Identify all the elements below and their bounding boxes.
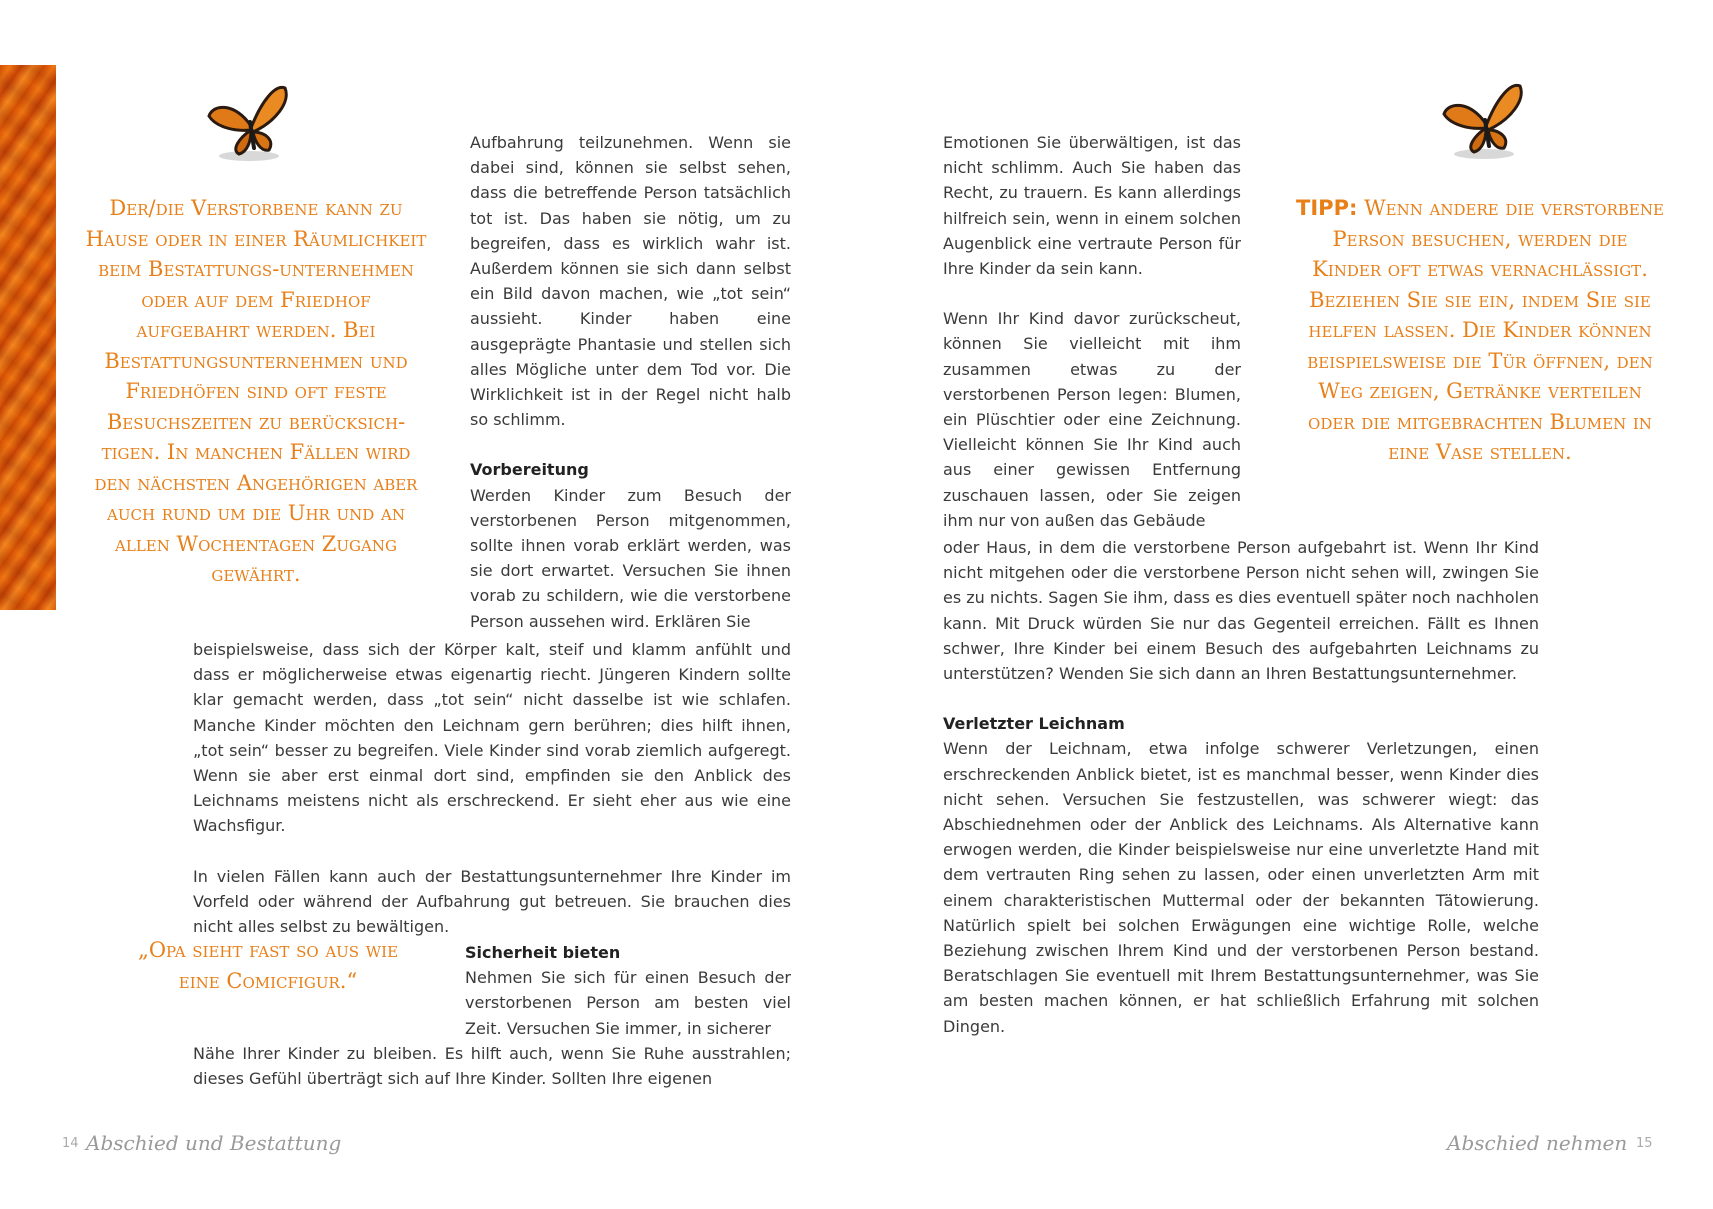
right-paragraph-2b: oder Haus, in dem die verstorbene Person aufgebahrt ist. Wenn Ihr Kind nicht mitgehen oder die verstorbene Person nicht sehen will, zwingen Sie es zu nichts. Sagen Sie ihm, dass es dies eventuell später noch nachholen kann. Mit Druck würden Sie nur das Gegenteil erreichen. Fällt es Ihnen schwer, Ihre Kinder bei einem Besuch des aufgebahrten Leichnams zu unterstützen? Wenden Sie sich dann an Ihren Bestattungsunternehmer. xyxy=(943,538,1539,684)
right-paragraph-3: Wenn der Leichnam, etwa infolge schwerer Verletzungen, einen erschreckenden Anblick bietet, ist es manchmal besser, wenn Kinder dies nicht sehen. Versuchen Sie festzustellen, was schwerer wiegt: das Abschiednehmen oder der Anblick des Leichnams. Als Alternative kann erwogen werden, die Kinder beispielsweise nur eine unverletzte Hand mit dem vertrauten Ring sehen zu lassen, oder einen unverletzten Arm mit einem charakteristischen Muttermal oder der bekannten Tätowierung. Natürlich spielt bei solchen Erwägungen eine wichtige Rolle, welche Beziehung zwischen Ihrem Kind und der verstorbenen Person bestand. Beratschlagen Sie eventuell mit Ihrem Bestattungsunternehmer, was Sie am besten machen können, er hat schließlich Erfahrung mit solchen Dingen. xyxy=(943,739,1539,1036)
left-page-number: 14 xyxy=(62,1136,79,1151)
left-quote: „Opa sieht fast so aus wie eine Comicfigur.“ xyxy=(137,938,399,993)
left-footer-title: Abschied und Bestattung xyxy=(86,1131,342,1155)
tip-label: TIPP: xyxy=(1296,196,1358,220)
right-paragraph-1: Emotionen Sie überwältigen, ist das nicht schlimm. Auch Sie haben das Recht, zu trauern. Es kann allerdings hilfreich sein, wenn in einem solchen Augenblick eine vertraute Person für Ihre Kinder da sein kann. xyxy=(943,133,1241,279)
left-paragraph-2a: Werden Kinder zum Besuch der verstorbenen Person mitgenommen, sollte ihnen vorab erklärt werden, was sie dort erwartet. Versuchen Sie ihnen vorab zu schildern, wie die verstorbene Person aussehen wird. Erklären Sie xyxy=(470,485,791,631)
left-paragraph-4b: Nähe Ihrer Kinder zu bleiben. Es hilft auch, wenn Sie Ruhe ausstrahlen; dieses Gefühl überträgt sich auf Ihre Kinder. Sollten Ihre eigenen xyxy=(193,1044,791,1089)
left-column-bottom xyxy=(193,1041,791,1091)
left-paragraph-4a: Nehmen Sie sich für einen Besuch der verstorbenen Person am besten viel Zeit. Versuchen Sie immer, in sicherer xyxy=(465,968,791,1038)
right-heading-verletzter-leichnam: Verletzter Leichnam xyxy=(943,714,1125,734)
left-heading-vorbereitung: Vorbereitung xyxy=(470,460,589,480)
left-paragraph-2b: beispielsweise, dass sich der Körper kalt, steif und klamm anfühlt und dass er möglicherweise etwas eigenartig riecht. Jüngeren Kindern sollte klar gemacht werden, dass „tot sein“ nicht dasselbe ist wie schlafen. Manche Kinder möchten den Leichnam gern berühren; dies hilft ihnen, „tot sein“ besser zu begreifen. Viele Kinder sind vorab ziemlich aufgeregt. Wenn sie aber erst einmal dort sind, empfinden sie den Anblick des Leichnams meistens nicht als erschreckend. Er sieht eher aus wie eine Wachsfigur. xyxy=(193,640,791,836)
left-paragraph-1: Aufbahrung teilzunehmen. Wenn sie dabei sind, können sie selbst sehen, dass die betreffende Person tatsächlich tot ist. Das haben sie nötig, um zu begreifen, dass es wirklich wahr ist. Außerdem können sie sich dann selbst ein Bild davon machen, wie „tot sein“ aussieht. Kinder haben eine ausgeprägte Phantasie und stellen sich alles Mögliche unter dem Tod vor. Die Wirklichkeit ist in der Regel nicht halb so schlimm. xyxy=(470,133,791,430)
butterfly-icon xyxy=(205,82,295,167)
left-callout: Der/die Verstorbene kann zu Hause oder in einer Räumlichkeit beim Bestattungs-unternehmen oder auf dem Friedhof aufgebahrt werden. Bei Bestattungsunternehmen und Friedhöfen sind oft feste Besuchszeiten zu berücksich-tigen. In manchen Fällen wird den nächsten Angehörigen aber auch rund um die Uhr und an allen Wochentagen Zugang gewährt. xyxy=(85,196,427,586)
left-column-upper xyxy=(470,130,791,634)
left-paragraph-3: In vielen Fällen kann auch der Bestattungsunternehmer Ihre Kinder im Vorfeld oder während der Aufbahrung gut betreuen. Sie brauchen dies nicht alles selbst zu bewältigen. xyxy=(193,866,791,937)
orange-texture-strip xyxy=(0,65,56,610)
left-heading-sicherheit: Sicherheit bieten xyxy=(465,943,621,962)
left-column-wide xyxy=(193,637,791,939)
right-footer-title: Abschied nehmen xyxy=(1447,1131,1628,1155)
right-tip-callout xyxy=(1295,193,1665,468)
tip-text: Wenn andere die verstorbene Person besuchen, werden die Kinder oft etwas vernachlässigt. Beziehen Sie sie ein, indem Sie sie helfen lassen. Die Kinder können beispielsweise die Tür öffnen, den Weg zeigen, Getränke verteilen oder die mitgebrachten Blumen in eine Vase stellen. xyxy=(1307,196,1664,464)
right-page-number: 15 xyxy=(1636,1136,1653,1151)
right-column-upper xyxy=(943,130,1241,533)
left-column-lower xyxy=(465,940,791,1041)
right-paragraph-2a: Wenn Ihr Kind davor zurückscheut, können Sie vielleicht mit ihm zusammen etwas zu der verstorbenen Person legen: Blumen, ein Plüschtier oder eine Zeichnung. Vielleicht können Sie Ihr Kind auch aus einer gewissen Entfernung zuschauen lassen, oder Sie zeigen ihm nur von außen das Gebäude xyxy=(943,309,1241,530)
right-column-wide xyxy=(943,535,1539,1039)
butterfly-icon xyxy=(1440,80,1530,165)
